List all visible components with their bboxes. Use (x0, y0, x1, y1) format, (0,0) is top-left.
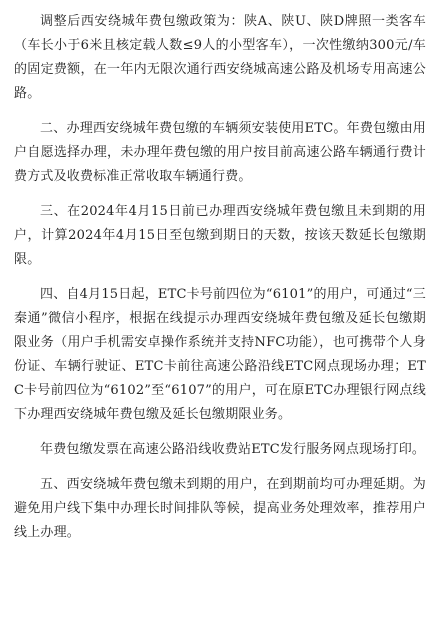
paragraph-policy: 调整后西安绕城年费包缴政策为：陕A、陕U、陕D牌照一类客车（车长小于6米且核定载人数≤9人的小型客车），一次性缴纳300元/车的固定费额，在一年内无限次通行西安绕城高速公路及机场专用高速公路。 (14, 14, 426, 101)
paragraph-item-5: 五、西安绕城年费包缴未到期的用户，在到期前均可办理延期。为避免用户线下集中办理长时间排队等候，提高业务处理效率，推荐用户线上办理。 (14, 477, 426, 540)
paragraph-item-4: 四、自4月15日起，ETC卡号前四位为“6101”的用户，可通过“三秦通”微信小程序，根据在线提示办理西安绕城年费包缴及延长包缴期限业务（用户手机需安卓操作系统并支持NFC功能），也可携带个人身份证、车辆行驶证、ETC卡前往高速公路沿线ETC网点现场办理；ETC卡号前四位为“6102”至“6107”的用户，可在原ETC办理银行网点线下办理西安绕城年费包缴及延长包缴期限业务。 (14, 287, 426, 422)
paragraph-item-3: 三、在2024年4月15日前已办理西安绕城年费包缴且未到期的用户，计算2024年4月15日至包缴到期日的天数，按该天数延长包缴期限。 (14, 204, 426, 267)
paragraph-item-2: 二、办理西安绕城年费包缴的车辆须安装使用ETC。年费包缴由用户自愿选择办理，未办理年费包缴的用户按目前高速公路车辆通行费计费方式及收费标准正常收取车辆通行费。 (14, 121, 426, 184)
paragraph-invoice: 年费包缴发票在高速公路沿线收费站ETC发行服务网点现场打印。 (40, 442, 426, 457)
